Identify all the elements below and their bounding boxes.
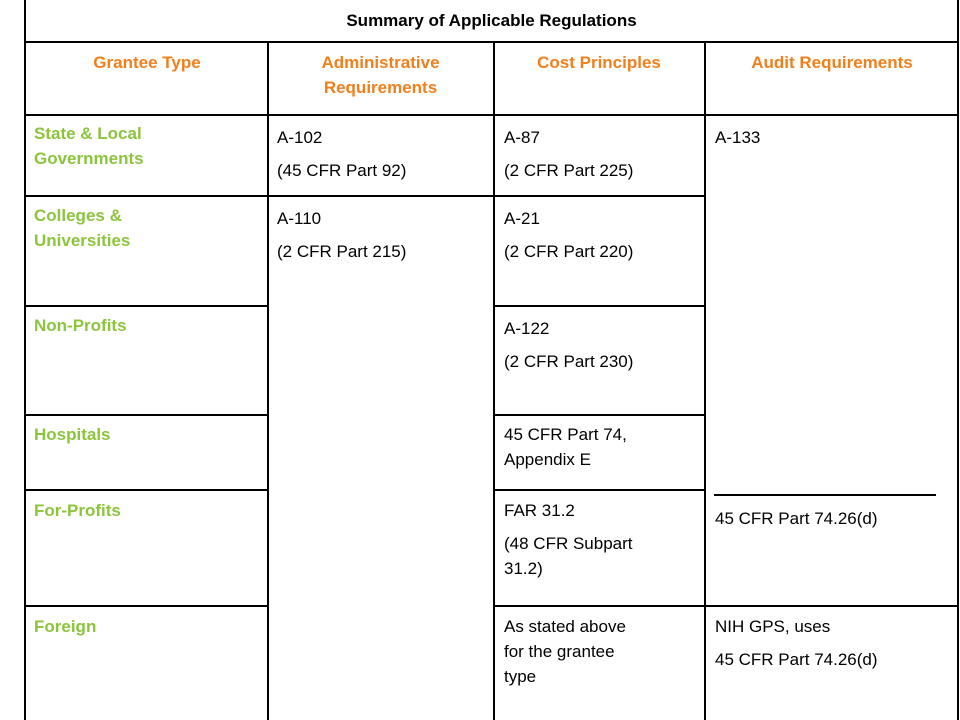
admin-colleges-cfr: (2 CFR Part 215) [277,242,407,261]
row-header-foreign [34,614,264,639]
border-right [957,0,959,720]
table-title: Summary of Applicable Regulations [346,11,637,30]
cost-cell-for-profits [504,498,702,581]
row-header-for-profits [34,498,264,523]
cost-for-profits-line1: FAR 31.2 [504,501,575,520]
rule-below-headers [24,114,959,116]
cost-state-local-line1: A-87 [504,128,540,147]
column-header-cost-principles-line1: Cost Principles [537,53,661,72]
column-header-grantee-type-line1: Grantee Type [93,53,201,72]
column-header-administrative-line1: Administrative [321,53,440,72]
row-header-colleges [34,203,264,253]
column-header-audit [706,50,958,75]
col-sep-3 [704,41,706,720]
row-header-state-local-line2: Governments [34,149,144,168]
cost-cell-colleges [504,206,702,264]
rule-row3-grantee [24,414,269,416]
row-header-colleges-line1: Colleges & [34,206,122,225]
column-header-audit-line1: Audit Requirements [751,53,913,72]
row-header-non-profits-line1: Non-Profits [34,316,127,335]
cost-colleges-line1: A-21 [504,209,540,228]
row-header-foreign-line1: Foreign [34,617,97,636]
column-header-administrative [268,50,493,100]
rule-row5-audit [704,605,959,607]
cost-foreign-line3: type [504,667,537,686]
cost-non-profits-line1: A-122 [504,319,550,338]
rule-row5-grantee [24,605,269,607]
audit-a133: A-133 [715,128,761,147]
row-header-for-profits-line1: For-Profits [34,501,121,520]
audit-cell-foreign [715,614,955,672]
cost-cell-foreign [504,614,702,689]
cost-non-profits-line2: (2 CFR Part 230) [504,352,634,371]
rule-row3-cost [493,414,706,416]
admin-cell-state-local [277,125,491,183]
cost-colleges-line2: (2 CFR Part 220) [504,242,634,261]
row-header-hospitals [34,422,264,447]
admin-colleges-circular: A-110 [277,209,322,228]
audit-foreign-line1: NIH GPS, uses [715,617,831,636]
audit-separator-rule [714,494,936,496]
rule-row2-cost [493,305,706,307]
rule-below-title [24,41,959,43]
cost-hospitals-line1: 45 CFR Part 74, [504,425,627,444]
column-header-grantee-type [27,50,267,75]
audit-45cfr: 45 CFR Part 74.26(d) [715,509,878,528]
column-header-cost-principles [494,50,704,75]
cost-for-profits-line3: 31.2) [504,559,543,578]
row-header-colleges-line2: Universities [34,231,131,250]
row-header-non-profits [34,313,264,338]
audit-foreign-line2: 45 CFR Part 74.26(d) [715,650,878,669]
col-sep-1 [267,41,269,720]
row-header-hospitals-line1: Hospitals [34,425,111,444]
admin-state-local-cfr: (45 CFR Part 92) [277,161,407,180]
admin-state-local-circular: A-102 [277,128,323,147]
cost-cell-hospitals [504,422,702,472]
cost-foreign-line1: As stated above [504,617,626,636]
rule-row4-cost [493,489,706,491]
col-sep-2 [493,41,495,720]
admin-cell-colleges [277,206,491,264]
rule-row5-cost [493,605,706,607]
cost-for-profits-line2: (48 CFR Subpart [504,534,633,553]
rule-row4-grantee [24,489,269,491]
border-left [24,0,26,720]
rule-row1-admin [268,195,495,197]
row-header-state-local [34,121,264,171]
cost-cell-non-profits [504,316,702,374]
cost-cell-state-local [504,125,702,183]
row-header-state-local-line1: State & Local [34,124,142,143]
rule-row1-cost [493,195,706,197]
rule-row2-grantee [24,305,269,307]
cost-hospitals-line2: Appendix E [504,450,591,469]
column-header-administrative-line2: Requirements [323,78,438,97]
cost-foreign-line2: for the grantee [504,642,615,661]
cost-state-local-line2: (2 CFR Part 225) [504,161,634,180]
rule-row1-grantee [24,195,269,197]
